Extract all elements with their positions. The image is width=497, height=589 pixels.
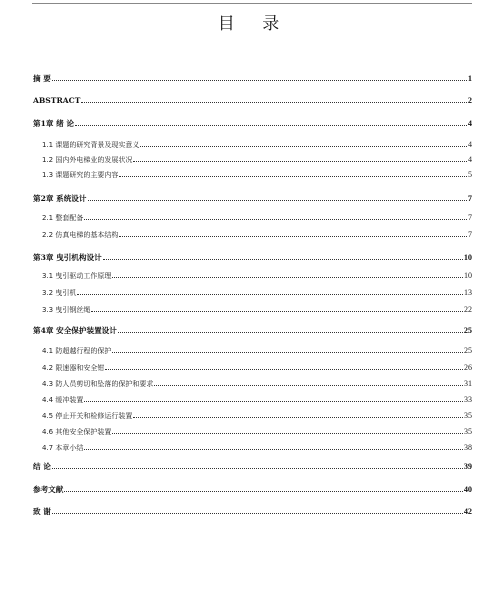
toc-section-entry[interactable] — [42, 140, 472, 150]
toc-entry-label: 摘 要 — [33, 74, 51, 83]
toc-chapter-entry[interactable] — [33, 461, 472, 472]
dot-leader — [52, 513, 463, 514]
toc-entry-label: 第4章 安全保护装置设计 — [33, 326, 117, 335]
toc-entry-label: 4.1 防超越行程的保护 — [42, 347, 112, 355]
dot-leader — [64, 491, 462, 492]
toc-entry-label: 1.2 国内外电梯业的发展状况 — [42, 156, 133, 164]
toc-page-number: 5 — [468, 170, 472, 179]
dot-leader — [119, 236, 467, 237]
toc-section-entry[interactable] — [42, 155, 472, 165]
toc-page-number: 4 — [467, 119, 472, 128]
toc-page-number: 35 — [464, 427, 472, 436]
toc-entry-label: 4.2 限速器和安全钳 — [42, 364, 105, 372]
toc-page-number: 7 — [467, 194, 472, 203]
toc-chapter-entry[interactable] — [33, 484, 472, 495]
toc-entry-label: ABSTRACT — [33, 96, 81, 105]
toc-entry-label: 第3章 曳引机构设计 — [33, 253, 102, 262]
dot-leader — [133, 417, 463, 418]
toc-section-entry[interactable] — [42, 379, 472, 389]
toc-page-number: 22 — [464, 305, 472, 314]
toc-section-entry[interactable] — [42, 230, 472, 240]
toc-entry-label: 4.6 其他安全保护装置 — [42, 428, 112, 436]
toc-chapter-entry[interactable] — [33, 193, 472, 204]
toc-page-number: 2 — [467, 96, 472, 105]
dot-leader — [112, 433, 463, 434]
toc-page-number: 4 — [468, 140, 472, 149]
toc-page-number: 10 — [463, 253, 472, 262]
dot-leader — [119, 176, 467, 177]
dot-leader — [133, 161, 467, 162]
dot-leader — [105, 369, 463, 370]
toc-page-number: 35 — [464, 411, 472, 420]
toc-title: 目 录 — [217, 14, 291, 34]
toc-entry-label: 4.7 本章小结 — [42, 444, 84, 452]
toc-entry-label: 1.3 课题研究的主要内容 — [42, 171, 119, 179]
toc-entry-label: 3.2 曳引机 — [42, 289, 77, 297]
toc-page-number: 26 — [464, 363, 472, 372]
toc-section-entry[interactable] — [42, 363, 472, 373]
toc-page-number: 10 — [464, 271, 472, 280]
toc-section-entry[interactable] — [42, 288, 472, 298]
toc-section-entry[interactable] — [42, 411, 472, 421]
toc-page-number: 7 — [468, 230, 472, 239]
dot-leader — [75, 125, 467, 126]
dot-leader — [140, 146, 467, 147]
dot-leader — [112, 277, 463, 278]
toc-entry-label: 参考文献 — [33, 485, 64, 494]
toc-section-entry[interactable] — [42, 271, 472, 281]
toc-chapter-entry[interactable] — [33, 325, 472, 336]
toc-section-entry[interactable] — [42, 213, 472, 223]
toc-entry-label: 第2章 系统设计 — [33, 194, 87, 203]
toc-entry-label: 致 谢 — [33, 507, 51, 516]
dot-leader — [77, 294, 463, 295]
toc-page-number: 33 — [464, 395, 472, 404]
toc-page-number: 4 — [468, 155, 472, 164]
dot-leader — [52, 80, 467, 81]
dot-leader — [81, 102, 467, 103]
toc-page-number: 1 — [467, 74, 472, 83]
toc-section-entry[interactable] — [42, 443, 472, 453]
toc-entry-label: 4.5 停止开关和检修运行装置 — [42, 412, 133, 420]
dot-leader — [154, 385, 463, 386]
toc-entry-label: 4.3 防人员剪切和坠落的保护和要求 — [42, 380, 154, 388]
dot-leader — [103, 259, 463, 260]
toc-section-entry[interactable] — [42, 305, 472, 315]
toc-chapter-entry[interactable] — [33, 252, 472, 263]
dot-leader — [112, 352, 463, 353]
toc-chapter-entry[interactable] — [33, 506, 472, 517]
toc-entry-label: 2.1 整套配备 — [42, 214, 84, 222]
toc-section-entry[interactable] — [42, 427, 472, 437]
toc-chapter-entry[interactable] — [33, 118, 472, 129]
toc-page-number: 7 — [468, 213, 472, 222]
dot-leader — [118, 332, 463, 333]
dot-leader — [52, 468, 463, 469]
dot-leader — [84, 449, 463, 450]
toc-page-number: 39 — [463, 462, 472, 471]
toc-page-number: 38 — [464, 443, 472, 452]
toc-entry-label: 2.2 仿真电梯的基本结构 — [42, 231, 119, 239]
toc-section-entry[interactable] — [42, 395, 472, 405]
dot-leader — [88, 200, 467, 201]
dot-leader — [84, 401, 463, 402]
toc-entry-label: 3.3 曳引钢丝绳 — [42, 306, 91, 314]
dot-leader — [91, 311, 463, 312]
toc-entry-label: 1.1 课题的研究背景及现实意义 — [42, 141, 140, 149]
toc-page-number: 40 — [463, 485, 472, 494]
toc-page-number: 31 — [464, 379, 472, 388]
toc-section-entry[interactable] — [42, 170, 472, 180]
toc-page-number: 13 — [464, 288, 472, 297]
toc-page-number: 25 — [463, 326, 472, 335]
toc-entry-label: 3.1 曳引驱动工作原理 — [42, 272, 112, 280]
toc-entry-label: 4.4 缓冲装置 — [42, 396, 84, 404]
toc-page-number: 42 — [463, 507, 472, 516]
toc-chapter-entry[interactable] — [33, 73, 472, 84]
toc-page-number: 25 — [464, 346, 472, 355]
dot-leader — [84, 219, 467, 220]
toc-chapter-entry[interactable] — [33, 96, 472, 105]
toc-entry-label: 第1章 绪 论 — [33, 119, 74, 128]
toc-section-entry[interactable] — [42, 346, 472, 356]
toc-entry-label: 结 论 — [33, 462, 51, 471]
